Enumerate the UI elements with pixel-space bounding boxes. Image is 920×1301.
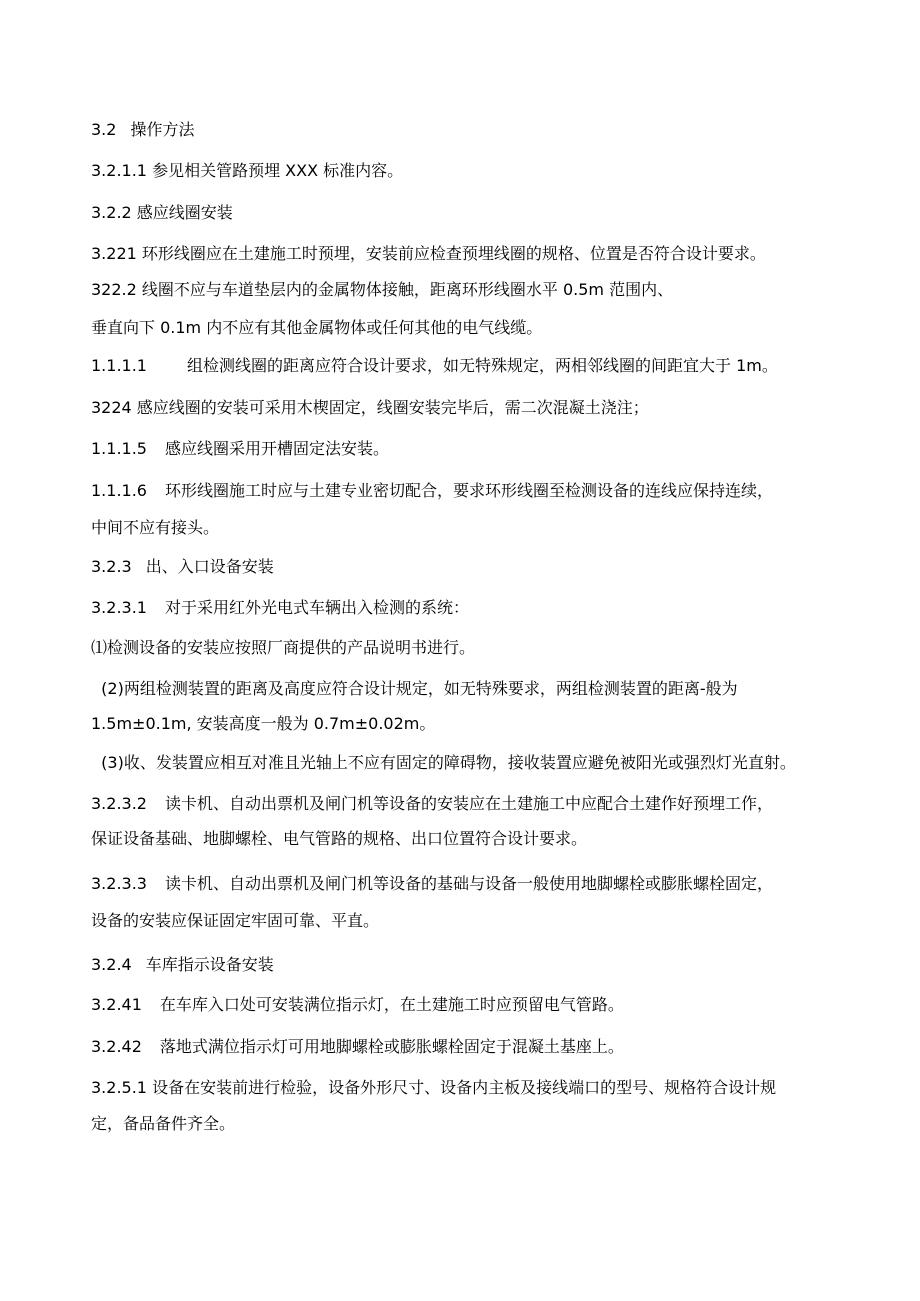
paragraph	[91, 279, 673, 301]
section-text: 车库指示设备安装	[145, 955, 274, 974]
paragraph-text: 垂直向下 0.1m 内不应有其他金属物体或任何其他的电气线缆。	[91, 318, 543, 337]
item-text: 读卡机、自动出票机及闸门机等设备的安装应在土建施工中应配合土建作好预埋工作，	[164, 794, 773, 813]
item-text: 组检测线圈的距离应符合设计要求，如无特殊规定，两相邻线圈的间距宜大于 1m。	[186, 356, 778, 375]
item-text: 环形线圈施工时应与土建专业密切配合，要求环形线圈至检测设备的连线应保持连续，	[164, 481, 773, 500]
paragraph	[91, 713, 435, 735]
paragraph	[91, 1113, 235, 1135]
section-heading	[91, 119, 194, 141]
list-item	[91, 637, 475, 659]
item-number: 3.2.3.2	[91, 794, 147, 813]
list-item-text: (3)收、发装置应相互对准且光轴上不应有固定的障碍物，接收装置应避免被阳光或强烈灯光直射。	[91, 753, 796, 772]
paragraph-text: 保证设备基础、地脚螺栓、电气管路的规格、出口位置符合设计要求。	[91, 829, 588, 848]
numbered-item	[91, 597, 469, 619]
paragraph-text: 3.2.1.1 参见相关管路预埋 XXX 标准内容。	[91, 161, 404, 180]
item-number: 3.2.42	[91, 1037, 142, 1056]
item-text: 感应线圈采用开槽固定法安装。	[164, 439, 389, 458]
paragraph	[91, 317, 542, 339]
paragraph-text: 中间不应有接头。	[91, 518, 220, 537]
item-text: 在车库入口处可安装满位指示灯，在土建施工时应预留电气管路。	[159, 995, 624, 1014]
item-number: 1.1.1.6	[91, 481, 147, 500]
paragraph	[91, 160, 403, 182]
section-heading	[91, 954, 274, 976]
item-number: 1.1.1.1	[91, 356, 147, 375]
section-heading	[91, 202, 233, 224]
list-item-text: (2)两组检测装置的距离及高度应符合设计规定，如无特殊要求，两组检测装置的距离-般为	[91, 679, 738, 698]
paragraph-text: 3.2.5.1 设备在安装前进行检验，设备外形尺寸、设备内主板及接线端口的型号、规格符合设计规	[91, 1078, 777, 1097]
list-item-text: ⑴检测设备的安装应按照厂商提供的产品说明书进行。	[91, 638, 476, 657]
paragraph-text: 3224 感应线圈的安装可采用木楔固定，线圈安装完毕后，需二次混凝土浇注；	[91, 398, 649, 417]
numbered-item	[91, 480, 773, 502]
section-text: 操作方法	[130, 120, 195, 139]
section-number: 3.2.3	[91, 557, 132, 576]
section-number: 3.2	[91, 120, 117, 139]
paragraph	[91, 1077, 776, 1099]
paragraph-text: 设备的安装应保证固定牢固可靠、平直。	[91, 911, 380, 930]
section-heading	[91, 556, 274, 578]
list-item	[91, 678, 738, 700]
section-text: 出、入口设备安装	[145, 557, 274, 576]
numbered-item	[91, 793, 773, 815]
paragraph	[91, 828, 587, 850]
numbered-item	[91, 355, 778, 377]
item-number: 1.1.1.5	[91, 439, 147, 458]
list-item	[91, 752, 796, 774]
item-number: 3.2.41	[91, 995, 142, 1014]
paragraph	[91, 397, 649, 419]
section-text: 3.2.2 感应线圈安装	[91, 203, 233, 222]
paragraph	[91, 910, 379, 932]
paragraph-text: 322.2 线圈不应与车道垫层内的金属物体接触，距离环形线圈水平 0.5m 范围内、	[91, 280, 674, 299]
paragraph	[91, 517, 219, 539]
paragraph-text: 3.221 环形线圈应在土建施工时预埋，安装前应检查预埋线圈的规格、位置是否符合设计要求。	[91, 244, 766, 263]
numbered-item	[91, 873, 773, 895]
item-number: 3.2.3.1	[91, 598, 147, 617]
paragraph-text: 1.5m±0.1m, 安装高度一般为 0.7m±0.02m。	[91, 714, 436, 733]
section-number: 3.2.4	[91, 955, 132, 974]
paragraph-text: 定，备品备件齐全。	[91, 1114, 236, 1133]
numbered-item	[91, 1036, 624, 1058]
paragraph	[91, 243, 766, 265]
item-text: 落地式满位指示灯可用地脚螺栓或膨胀螺栓固定于混凝土基座上。	[159, 1037, 624, 1056]
numbered-item	[91, 438, 389, 460]
numbered-item	[91, 994, 624, 1016]
item-number: 3.2.3.3	[91, 874, 147, 893]
item-text: 读卡机、自动出票机及闸门机等设备的基础与设备一般使用地脚螺栓或膨胀螺栓固定，	[164, 874, 773, 893]
item-text: 对于采用红外光电式车辆出入检测的系统：	[164, 598, 469, 617]
